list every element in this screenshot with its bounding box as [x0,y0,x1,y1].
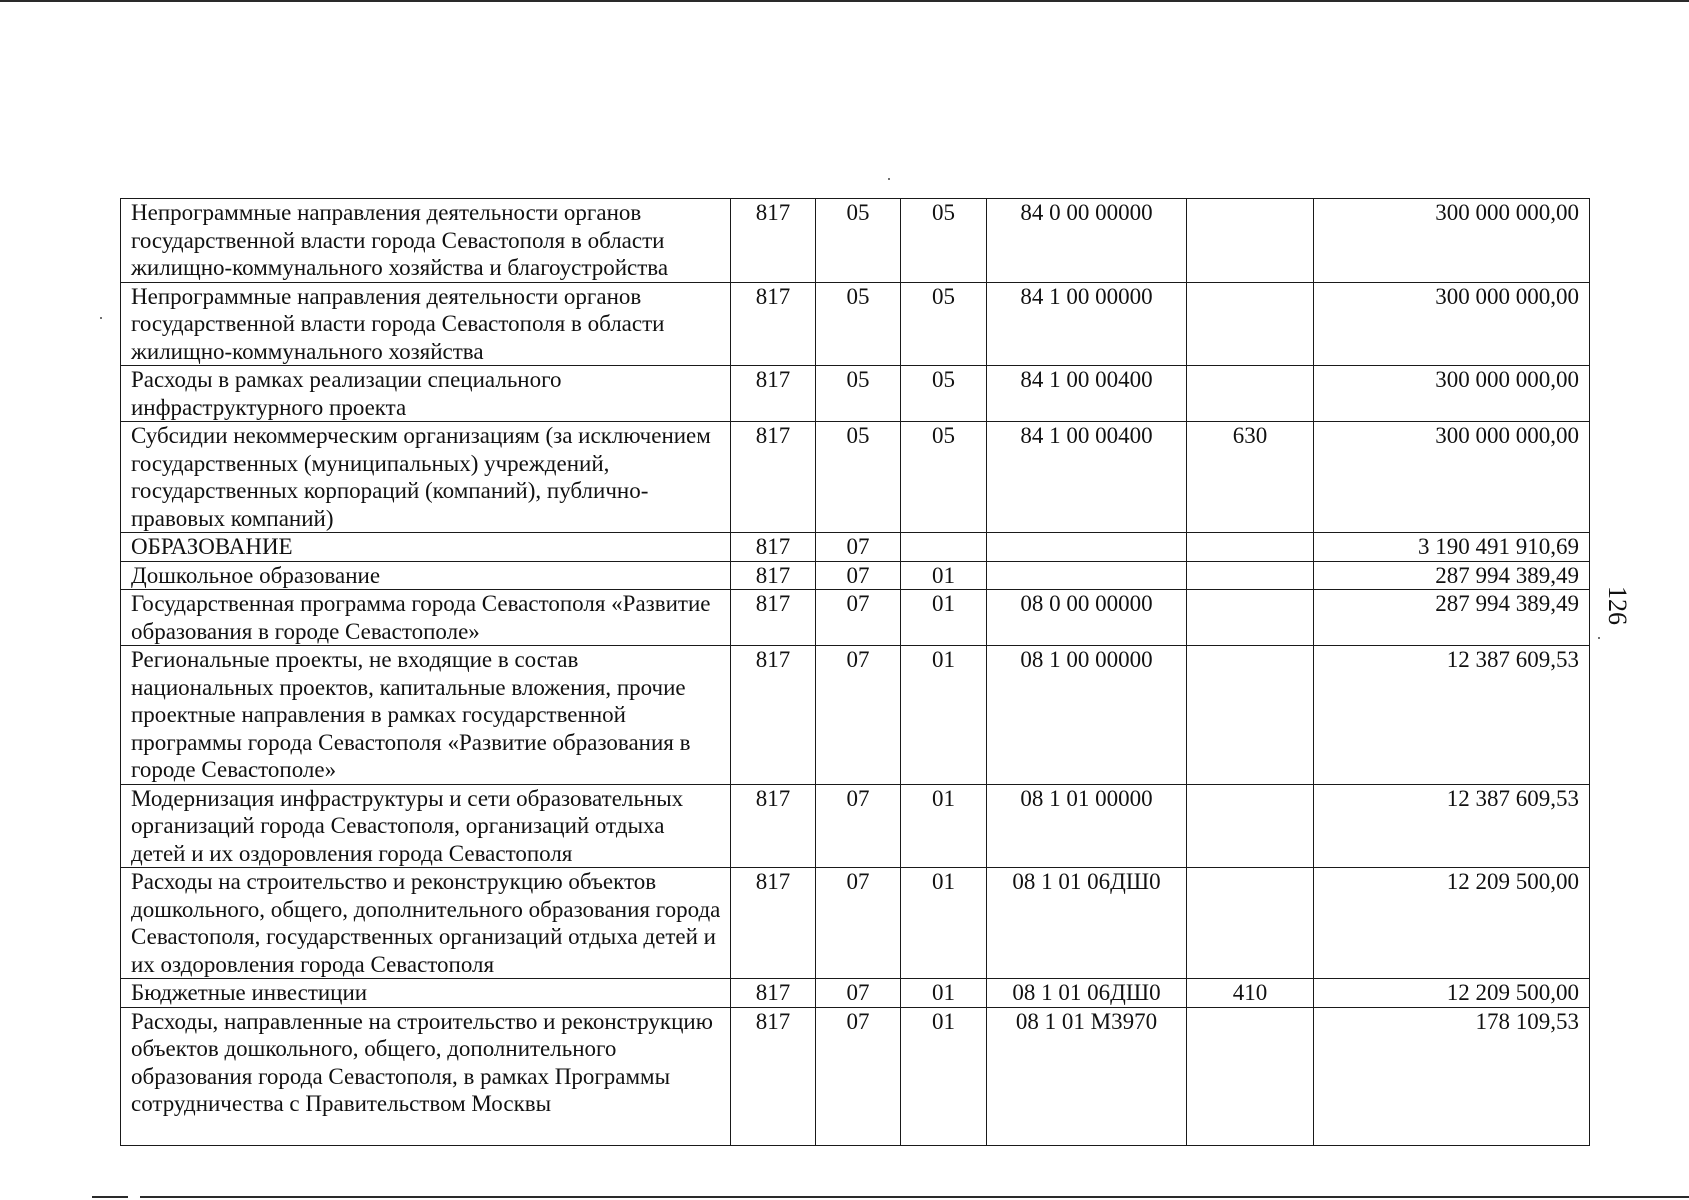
row-name: Дошкольное образование [121,561,731,590]
expense-type-code [1187,561,1314,590]
target-article-code: 08 1 01 00000 [987,784,1187,868]
scan-speck [100,317,102,319]
amount: 300 000 000,00 [1314,282,1590,366]
target-article-code: 08 1 01 06ДШ0 [987,979,1187,1008]
ved-code: 817 [731,533,816,562]
target-article-code [987,533,1187,562]
subsection-code: 01 [901,784,987,868]
row-name: Субсидии некоммерческим организациям (за исключением государственных (муниципальных) учреждений, государственных корпораций (компаний), публично-правовых компаний) [121,422,731,533]
row-name: ОБРАЗОВАНИЕ [121,533,731,562]
section-code: 07 [816,979,901,1008]
ved-code: 817 [731,868,816,979]
expense-type-code [1187,282,1314,366]
footer-line-short [92,1196,128,1198]
section-code: 07 [816,1007,901,1145]
table-row [121,784,1590,868]
target-article-code: 08 1 01 М3970 [987,1007,1187,1145]
amount: 300 000 000,00 [1314,366,1590,422]
target-article-code: 84 0 00 00000 [987,199,1187,283]
scan-speck [888,178,890,180]
subsection-code: 05 [901,422,987,533]
row-name: Региональные проекты, не входящие в состав национальных проектов, капитальные вложения, прочие проектные направления в рамках государственной программы города Севастополя «Развитие образования в городе Севастополе» [121,646,731,785]
table-row [121,979,1590,1008]
section-code: 07 [816,784,901,868]
target-article-code: 08 1 00 00000 [987,646,1187,785]
amount: 3 190 491 910,69 [1314,533,1590,562]
ved-code: 817 [731,646,816,785]
table-row [121,646,1590,785]
amount: 287 994 389,49 [1314,561,1590,590]
ved-code: 817 [731,590,816,646]
table-row [121,282,1590,366]
subsection-code: 01 [901,868,987,979]
expense-type-code: 410 [1187,979,1314,1008]
row-name: Бюджетные инвестиции [121,979,731,1008]
row-name: Модернизация инфраструктуры и сети образовательных организаций города Севастополя, организаций отдыха детей и их оздоровления города Севастополя [121,784,731,868]
amount: 12 209 500,00 [1314,979,1590,1008]
section-code: 07 [816,561,901,590]
subsection-code: 01 [901,979,987,1008]
ved-code: 817 [731,282,816,366]
row-name: Непрограммные направления деятельности органов государственной власти города Севастополя в области жилищно-коммунального хозяйства и благоустройства [121,199,731,283]
amount: 300 000 000,00 [1314,199,1590,283]
amount: 287 994 389,49 [1314,590,1590,646]
table-row [121,590,1590,646]
row-name: Расходы, направленные на строительство и реконструкцию объектов дошкольного, общего, дополнительного образования города Севастополя, в рамках Программы сотрудничества с Правительством Москвы [121,1007,731,1145]
table-row [121,422,1590,533]
ved-code: 817 [731,561,816,590]
table-row [121,366,1590,422]
amount: 12 209 500,00 [1314,868,1590,979]
section-code: 07 [816,646,901,785]
row-name: Расходы на строительство и реконструкцию объектов дошкольного, общего, дополнительного образования города Севастополя, государственных организаций отдыха детей и их оздоровления города Севастополя [121,868,731,979]
ved-code: 817 [731,784,816,868]
ved-code: 817 [731,422,816,533]
expense-type-code [1187,646,1314,785]
section-code: 07 [816,868,901,979]
subsection-code: 05 [901,366,987,422]
subsection-code: 01 [901,590,987,646]
table-row [121,533,1590,562]
expense-type-code [1187,533,1314,562]
section-code: 05 [816,199,901,283]
expense-type-code [1187,1007,1314,1145]
subsection-code: 05 [901,282,987,366]
table-row [121,561,1590,590]
target-article-code [987,561,1187,590]
section-code: 07 [816,590,901,646]
subsection-code: 01 [901,1007,987,1145]
target-article-code: 84 1 00 00400 [987,422,1187,533]
section-code: 05 [816,366,901,422]
subsection-code: 01 [901,561,987,590]
subsection-code: 01 [901,646,987,785]
target-article-code: 08 1 01 06ДШ0 [987,868,1187,979]
budget-expenditure-table [120,198,1590,1146]
ved-code: 817 [731,199,816,283]
expense-type-code [1187,199,1314,283]
section-code: 07 [816,533,901,562]
expense-type-code [1187,590,1314,646]
target-article-code: 08 0 00 00000 [987,590,1187,646]
target-article-code: 84 1 00 00000 [987,282,1187,366]
ved-code: 817 [731,366,816,422]
table-row [121,1007,1590,1145]
ved-code: 817 [731,1007,816,1145]
subsection-code [901,533,987,562]
expense-type-code [1187,366,1314,422]
amount: 178 109,53 [1314,1007,1590,1145]
target-article-code: 84 1 00 00400 [987,366,1187,422]
top-border-line [0,0,1689,2]
row-name: Непрограммные направления деятельности органов государственной власти города Севастополя в области жилищно-коммунального хозяйства [121,282,731,366]
section-code: 05 [816,422,901,533]
table-row [121,199,1590,283]
amount: 12 387 609,53 [1314,646,1590,785]
expense-type-code [1187,868,1314,979]
expense-type-code [1187,784,1314,868]
expense-type-code: 630 [1187,422,1314,533]
page-number: 126 [1603,586,1632,625]
ved-code: 817 [731,979,816,1008]
section-code: 05 [816,282,901,366]
subsection-code: 05 [901,199,987,283]
amount: 300 000 000,00 [1314,422,1590,533]
table-row [121,868,1590,979]
row-name: Расходы в рамках реализации специального инфраструктурного проекта [121,366,731,422]
amount: 12 387 609,53 [1314,784,1590,868]
row-name: Государственная программа города Севастополя «Развитие образования в городе Севастополе» [121,590,731,646]
scan-speck [1598,637,1600,639]
footer-line [140,1196,1689,1198]
